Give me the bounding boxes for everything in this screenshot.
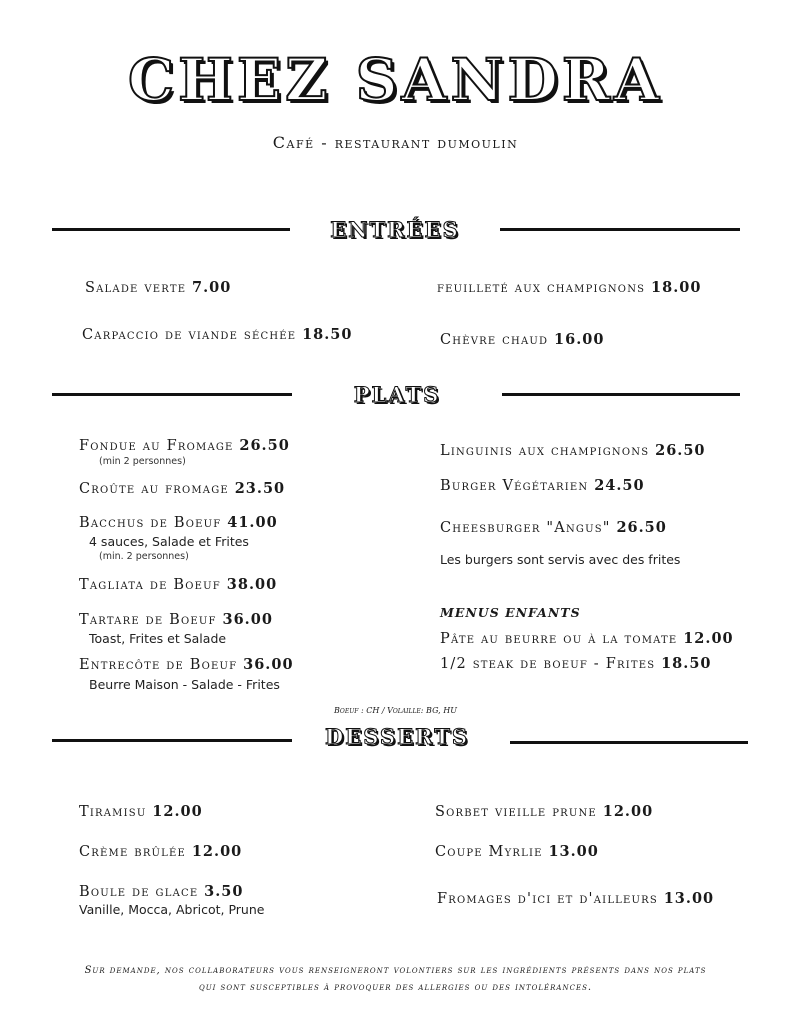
section-title-desserts: DESSERTS <box>325 724 469 749</box>
allergy-notice-line: Sur demande, nos collaborateurs vous renseigneront volontiers sur les ingrédients présents dans nos plats <box>84 965 707 976</box>
restaurant-subtitle: Café - restaurant dumoulin <box>272 133 519 152</box>
menu-item: Fromages d'ici et d'ailleurs 13.00 <box>437 890 715 907</box>
item-note: (min. 2 personnes) <box>99 551 189 562</box>
menu-item: Burger Végétarien 24.50 <box>440 477 645 494</box>
item-note: (min 2 personnes) <box>99 456 186 467</box>
menu-item: Bacchus de Boeuf 41.00 <box>79 514 278 531</box>
item-note: Beurre Maison - Salade - Frites <box>89 677 280 692</box>
menu-item: Entrecôte de Boeuf 36.00 <box>79 656 294 673</box>
menu-item: Chèvre chaud 16.00 <box>440 331 605 348</box>
item-note: 4 sauces, Salade et Frites <box>89 534 249 549</box>
menu-item: Linguinis aux champignons 26.50 <box>440 442 706 459</box>
section-title-plats: PLATS <box>353 382 441 407</box>
divider-left <box>52 739 292 742</box>
divider-right <box>500 228 740 231</box>
menu-item: Tartare de Boeuf 36.00 <box>79 611 273 628</box>
menu-item: Salade verte 7.00 <box>85 279 232 296</box>
menu-item: Pâte au beurre ou à la tomate 12.00 <box>440 630 734 647</box>
burger-note: Les burgers sont servis avec des frites <box>440 552 681 567</box>
section-title-entrees: ENTRÉES <box>330 217 460 242</box>
divider-right <box>502 393 740 396</box>
menu-item: Crème brûlée 12.00 <box>79 843 243 860</box>
divider-left <box>52 228 290 231</box>
menu-item: Sorbet vieille prune 12.00 <box>435 803 654 820</box>
divider-left <box>52 393 292 396</box>
menu-item: Carpaccio de viande séchée 18.50 <box>82 326 353 343</box>
menu-item: Tiramisu 12.00 <box>79 803 203 820</box>
restaurant-title: CHEZ SANDRA <box>127 46 664 114</box>
menu-item: Cheesburger "Angus" 26.50 <box>440 519 667 536</box>
menu-item: Croûte au fromage 23.50 <box>79 480 286 497</box>
kids-menu-title: MENUS ENFANTS <box>440 605 581 620</box>
menu-item: Tagliata de Boeuf 38.00 <box>79 576 278 593</box>
menu-item: 1/2 steak de boeuf - Frites 18.50 <box>440 655 712 672</box>
item-note: Toast, Frites et Salade <box>89 631 227 646</box>
item-note: Vanille, Mocca, Abricot, Prune <box>79 902 265 917</box>
allergy-notice <box>20 962 771 996</box>
menu-item: feuilleté aux champignons 18.00 <box>437 279 702 296</box>
menu-item: Coupe Myrlie 13.00 <box>435 843 599 860</box>
divider-right <box>510 741 748 744</box>
allergy-notice-line: qui sont susceptibles à provoquer des allergies ou des intolérances. <box>198 982 593 993</box>
menu-item: Boule de glace 3.50 <box>79 883 244 900</box>
menu-item: Fondue au Fromage 26.50 <box>79 437 290 454</box>
meat-origin-note: Boeuf : CH / Volaille: BG, HU <box>334 706 457 715</box>
